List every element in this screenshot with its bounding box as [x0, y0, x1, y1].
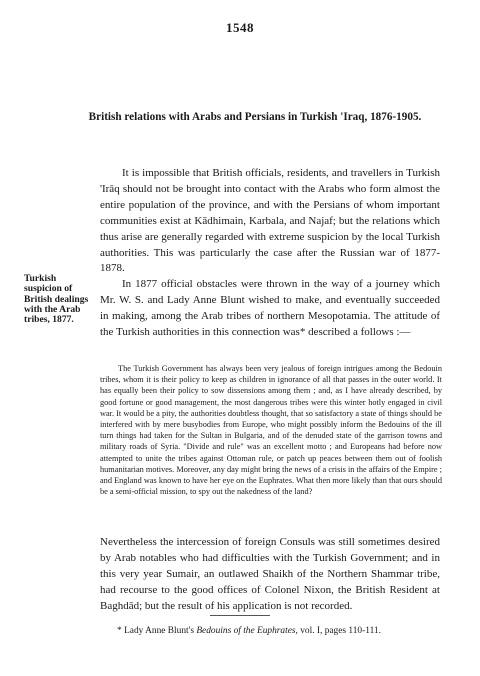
paragraph-3: [100, 535, 440, 615]
paragraph-2-text: In 1877 official obstacles were thrown in the way of a journey which Mr. W. S. and Lady Anne Blunt wished to make, and eventually succeeded in making, among the Arab tribes of northern Mesopotamia. The attitude of the Turkish authorities in this connection was* described a follows :—: [100, 278, 440, 338]
section-title: British relations with Arabs and Persians in Turkish 'Iraq, 1876-1905.: [88, 111, 422, 123]
page-number: 1548: [226, 20, 254, 35]
paragraph-1-text: It is impossible that British officials, residents, and travellers in Turkish 'Irāq should not be brought into contact with the Arabs who form almost the entire population of the province, and with the Persians of whom important communities exist at Kādhimain, Karbala, and Najaf; but the relations which thus arise are generally regarded with extreme suspicion by the local Turkish authorities. This was particularly the case after the Russian war of 1877-1878.: [100, 167, 440, 275]
footnote-tail: vol. I, pages 110-111.: [300, 626, 381, 636]
margin-note: Turkish suspicion of British dealings with the Arab tribes, 1877.: [24, 273, 89, 326]
block-quote-text: The Turkish Government has always been very jealous of foreign intrigues among the Bedouin tribes, whom it is their policy to keep as children in ignorance of all that passes in the outer world. It has equally been their policy to sow dissensions among them ; and, as I have already described, by good fortune or good management, the most dangerous tribes were this winter hotly engaged in civil war. It would be a pity, the authorities doubtless thought, that so satisfactory a state of things should be interfered with by mere busybodies from Europe, who might possibly inform the Bedouins of the ill turn things had taken for the Sultan in Bulgaria, and of the denuded state of the garrison towns and military roads of Syria. "Divide and rule" was an excellent motto ; and Europeans had before now attempted to unite the tribes against Ottoman rule, or patch up peaces between them out of foolish humanitarian motives. Moreover, any day might bring the news of a crisis in the affairs of the Empire ; and England was known to have her eye on the Euphrates. What then more likely than that ours should be a semi-official mission, to spy out the nakedness of the land?: [100, 364, 442, 497]
paragraph-1: [100, 166, 440, 277]
footnote: [84, 625, 414, 637]
paragraph-3-text: Nevertheless the intercession of foreign Consuls was still sometimes desired by Arab notables who had difficulties with the Turkish Government; and in this very year Sumair, an outlawed Shaikh of the Northern Shammar tribe, had recourse to the good offices of Colonel Nixon, the British Resident at Baghdād; but the result of his application is not recorded.: [100, 536, 440, 612]
footnote-divider: [210, 615, 270, 616]
footnote-lead: * Lady Anne Blunt's: [117, 626, 194, 636]
block-quote: [100, 363, 442, 497]
paragraph-2: [100, 277, 440, 341]
footnote-work-title: Bedouins of the Euphrates,: [196, 626, 298, 636]
